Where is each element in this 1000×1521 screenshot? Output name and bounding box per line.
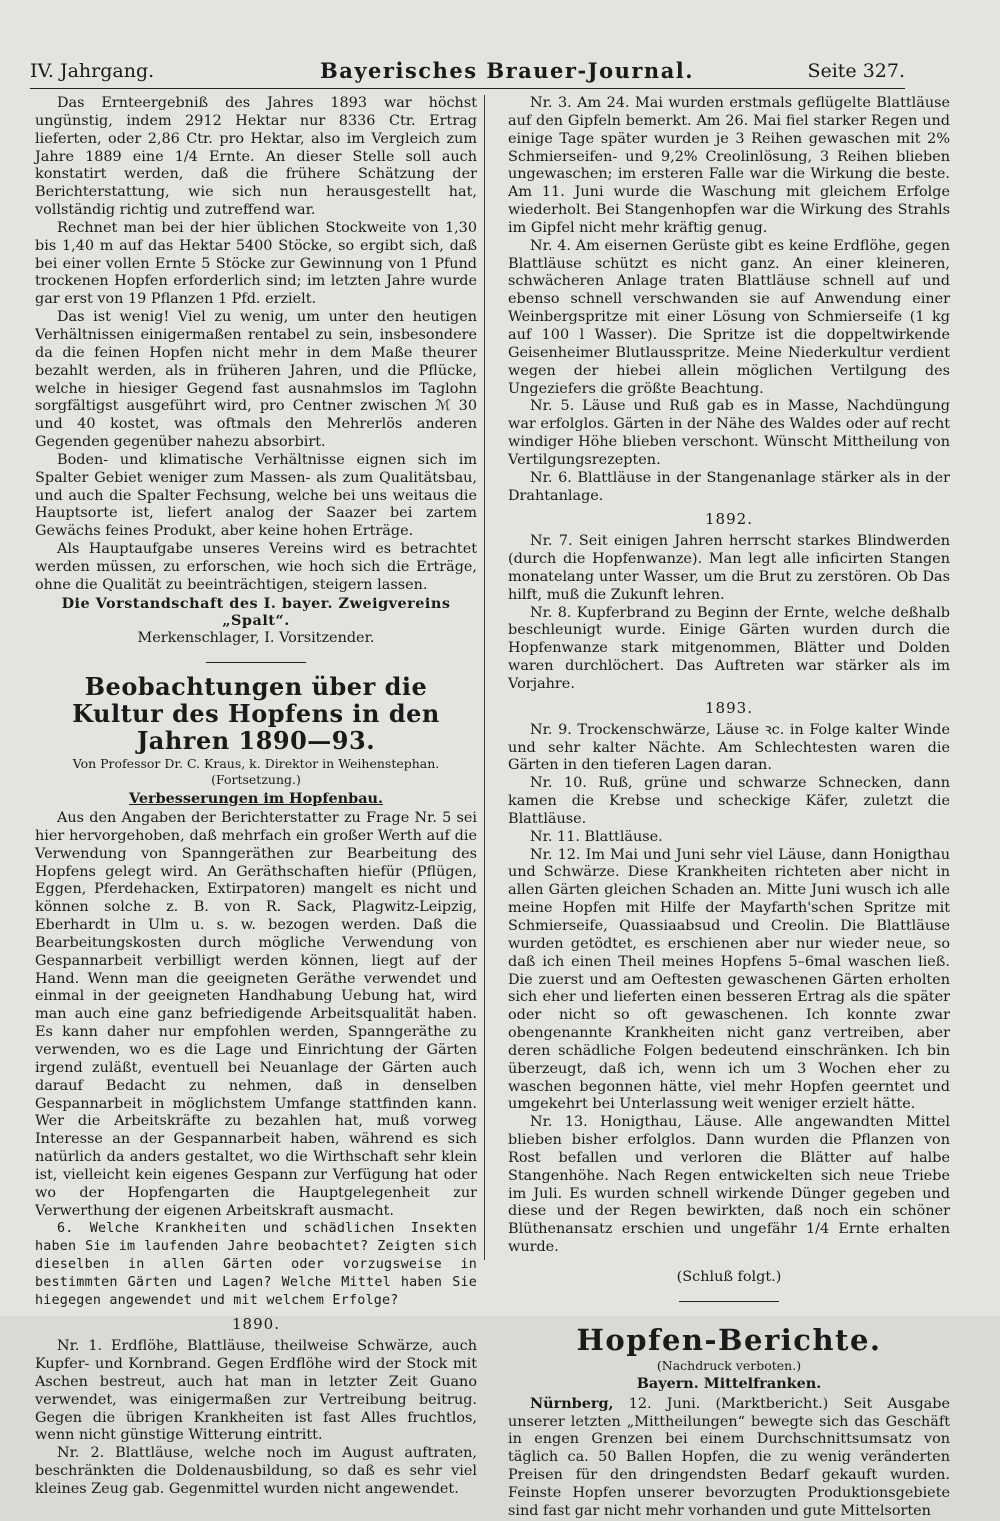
paragraph: Das Ernteergebniß des Jahres 1893 war höchst ungünstig, indem 2912 Hektar nur 8336 Ctr. Ertrag lieferten, oder 2,86 Ctr. pro Hektar, also im Vergleich zum Jahre 1889 eine 1/4 Ernte. An dieser Stelle soll auch konstatirt werden, daß die frühere Schätzung der Berichterstattung, wie sich nun herausgestellt hat, vollständig richtig und zutreffend war. xyxy=(35,95,477,219)
report-text: 12. Juni. (Marktbericht.) Seit Ausgabe unserer letzten „Mittheilungen“ bewegte sich das Geschäft in engen Grenzen bei einem Durchschnittsumsatz von täglich ca. 50 Ballen Hopfen, die zu wenig veränderten Preisen für den dringendsten Bedarf gekauft wurden. Feinste Hopfen unserer bevorzugten Produktionsgebiete sind fast gar nicht mehr vorhanden und gute Mittelsorten xyxy=(508,1395,950,1519)
paragraph: Nr. 4. Am eisernen Gerüste gibt es keine Erdflöhe, gegen Blattläuse schützt es nicht ganz. An einer kleineren, schwächeren Anlage traten Blattläuse schnell auf und ebenso schnell verschwanden sie auf Anwendung einer Weinbergspritze mit einer Lösung von Schmierseife (1 kg auf 100 l Wasser). Die Spritze ist die doppeltwirkende Geisenheimer Blutlausspritze. Meine Niederkultur verdient wegen der hiebei allein möglichen Vertilgung des Ungeziefers die größte Beachtung. xyxy=(508,237,950,397)
paragraph: Aus den Angaben der Berichterstatter zu Frage Nr. 5 sei hier hervorgehoben, daß mehrfach ein großer Werth auf die Verwendung von Spanngeräthen zur Bearbeitung des Hopfens gelegt wird. An Geräthschaften hiefür (Pflügen, Eggen, Pferdehacken, Extirpatoren) mangelt es nicht und können solche z. B. von R. Sack, Plagwitz-Leipzig, Eberhardt in Ulm u. s. w. bezogen werden. Daß die Bearbeitungskosten durch mögliche Verwendung von Gespannarbeit verbilligt werden können, liegt auf der Hand. Wenn man die geeigneten Geräthe verwendet und einmal in der geeigneten Handhabung Uebung hat, wird man auch eine ganz befriedigende Arbeitsqualität haben. Es kann daher nur empfohlen werden, Spanngeräthe zu verwenden, wo es die Lage und Einrichtung der Gärten irgend zuläßt, eventuell bei Neuanlage der Gärten auch darauf Bedacht zu nehmen, daß in denselben Gespannarbeit in möglichstem Umfange stattfinden kann. Wer die Arbeitskräfte zu bezahlen hat, muß vorweg Interesse an der Gespannarbeit haben, während es sich natürlich da anders gestaltet, wo die Wirthschaft sehr klein ist, vielleicht kein eigenes Gespann zur Verfügung hat oder wo der Hopfengarten die Hauptgelegenheit zur Verwerthung der eigenen Arbeitskraft ausmacht. xyxy=(35,810,477,1219)
survey-question: 6. Welche Krankheiten und schädlichen Insekten haben Sie im laufenden Jahre beobachtet? Zeigten sich dieselben in allen Gärten oder vorzugsweise in bestimmten Gärten und Lagen? Welche Mittel haben Sie hiegegen angewendet und mit welchem Erfolge? xyxy=(35,1221,477,1309)
section-title: Hopfen-Berichte. xyxy=(576,1322,882,1357)
continuation-note: (Fortsetzung.) xyxy=(211,772,301,788)
paragraph: Nr. 1. Erdflöhe, Blattläuse, theilweise Schwärze, auch Kupfer- und Kornbrand. Gegen Erdflöhe wird der Stock mit Aschen bestreut, auch hat man in letzter Zeit Guano verwendet, was einigermaßen zur Vertreibung beitrug. Gegen die übrigen Krankheiten ist fast Alles fruchtlos, wenn nicht günstige Witterung eintritt. xyxy=(35,1338,477,1444)
paragraph: Nr. 5. Läuse und Ruß gab es in Masse, Nachdüngung war erfolglos. Gärten in der Nähe des Waldes oder auf recht windiger Höhe blieben verschont. Wünscht Mittheilung von Vertilgungsrezepten. xyxy=(508,398,950,468)
paragraph: Nr. 7. Seit einigen Jahren herrscht starkes Blindwerden (durch die Hopfenwanze). Man legt alle inficirten Stangen monatelang unter Wasser, um die Brut zu zerstören. Ob Das hilft, muß die Zukunft lehren. xyxy=(508,533,950,603)
market-report xyxy=(508,1395,950,1521)
signature-board: Die Vorstandschaft des I. bayer. Zweigvereins „Spalt“. xyxy=(61,594,451,630)
paragraph: Nr. 2. Blattläuse, welche noch im August auftraten, beschränkten die Doldenausbildung, so daß es sehr viel kleines Zeug gab. Gegenmittel wurden nicht angewendet. xyxy=(35,1445,477,1497)
region-heading: Bayern. Mittelfranken. xyxy=(636,1374,822,1392)
to-be-concluded-note: (Schluß folgt.) xyxy=(676,1269,782,1285)
paragraph: Rechnet man bei der hier üblichen Stockweite von 1,30 bis 1,40 m auf das Hektar 5400 Stöcke, so ergibt sich, daß bei einer vollen Ernte 5 Stöcke zur Gewinnung von 1 Pfund trockenen Hopfen erforderlich sind; im letzten Jahre wurde gar erst von 19 Pflanzen 1 Pfd. erzielt. xyxy=(35,219,477,308)
article-byline: Von Professor Dr. C. Kraus, k. Direktor in Weihenstephan. xyxy=(72,756,440,772)
right-column xyxy=(508,95,950,1521)
paragraph: Nr. 8. Kupferbrand zu Beginn der Ernte, welche deßhalb beschleunigt wurde. Einige Gärten wurden durch die Hopfenwanze stark mitgenommen, Blätter und Dolden waren durchlöchert. Das Auftreten war stärker als im Vorjahre. xyxy=(508,604,950,692)
volume-label: IV. Jahrgang. xyxy=(30,60,155,82)
paragraph: Nr. 11. Blattläuse. xyxy=(530,828,663,845)
paragraph: Das ist wenig! Viel zu wenig, um unter den heutigen Verhältnissen einigermaßen rentabel zu sein, insbesondere da die feinen Hopfen nicht mehr in dem Maße theurer bezahlt werden, als in früheren Jahren, und die Pflücke, welche in hiesiger Gegend fast ausnahmslos im Taglohn sorgfältigst ausgeführt wird, pro Centner zwischen ℳ 30 und 40 kostet, was oftmals den Mehrerlös anderen Gegenden gegenüber nahezu absorbirt. xyxy=(35,309,477,451)
page-number: Seite 327. xyxy=(807,60,905,82)
paragraph: Nr. 12. Im Mai und Juni sehr viel Läuse, dann Honigthau und Schwärze. Diese Krankheiten richteten aber nicht in allen Gärten gleichen Schaden an. Mitte Juni wusch ich alle meine Hopfen mit Hilfe der Mayfarth'schen Spritze mit Schmierseife, Quassiaabsud und Creolin. Die Blattläuse wurden getödtet, es erschienen aber nur wieder neue, so daß ich einen Theil meines Hopfens 5–6mal waschen ließ. Die zuerst und am Oeftesten gewaschenen Gärten erholten sich eher und lieferten einen besseren Ertrag als die später oder nicht so oft gewaschenen. Ich konnte zwar obengenannte Krankheiten nicht ganz vertreiben, aber deren schädliche Folgen bedeutend einschränken. Ich bin überzeugt, daß ich, wenn ich um 3 Wochen eher zu waschen begonnen hätte, viel mehr Hopfen geerntet und umgekehrt bei Unterlassung weit weniger erzielt hätte. xyxy=(508,846,950,1113)
section-rule xyxy=(679,1301,779,1302)
place-name: Nürnberg, xyxy=(530,1394,614,1412)
year-heading: 1892. xyxy=(705,510,753,529)
journal-title: Bayerisches Brauer-Journal. xyxy=(320,58,695,83)
column-divider xyxy=(484,95,485,1260)
year-heading: 1890. xyxy=(232,1315,280,1334)
paragraph: Nr. 6. Blattläuse in der Stangenanlage stärker als in der Drahtanlage. xyxy=(508,469,950,504)
paragraph: Nr. 3. Am 24. Mai wurden erstmals geflügelte Blattläuse auf den Gipfeln bemerkt. Am 26. Mai fiel starker Regen und einige Tage später wurden je 3 Reihen gewaschen mit 2% Schmierseifen- und 9,2% Creolinlösung, 3 Reihen blieben ungewaschen; im ersteren Falle war die Wirkung die beste. Am 11. Juni wurde die Waschung mit gleichem Erfolge wiederholt. Bei Stangenhopfen war die Wirkung des Strahls im Gipfel nicht mehr kräftig genug. xyxy=(508,95,950,236)
section-rule xyxy=(206,662,306,663)
paragraph: Nr. 9. Trockenschwärze, Läuse ꝛc. in Folge kalter Winde und sehr kalter Nächte. Am Schlechtesten waren die Gärten in den tieferen Lagen daran. xyxy=(508,721,950,774)
paragraph: Als Hauptaufgabe unseres Vereins wird es betrachtet werden müssen, zu erforschen, wie hoch sich die Erträge, ohne die Qualität zu beeinträchtigen, steigern lassen. xyxy=(35,541,477,593)
signature-name: Merkenschlager, I. Vorsitzender. xyxy=(137,630,375,647)
paragraph: Nr. 10. Ruß, grüne und schwarze Schnecken, dann kamen die Krebse und scheckige Käfer, zuletzt die Blattläuse. xyxy=(508,775,950,827)
page-header xyxy=(30,58,905,89)
paragraph: Nr. 13. Honigthau, Läuse. Alle angewandten Mittel blieben bisher erfolglos. Dann wurden die Pflanzen von Rost befallen und verloren die Blätter auf halbe Stangenhöhe. Nach Regen entwickelten sich neue Triebe im Juli. Es wurden schnell wirkende Dünger gegeben und diese und der Regen bewirkten, daß noch ein schöner Blüthenansatz erschien und ungefähr 1/4 Ernte erhalten wurde. xyxy=(508,1114,950,1256)
article-title: Beobachtungen über die Kultur des Hopfens in den Jahren 1890—93. xyxy=(72,672,440,756)
left-column xyxy=(35,95,477,1499)
paragraph: Boden- und klimatische Verhältnisse eignen sich im Spalter Gebiet weniger zum Massen- als zum Qualitätsbau, und auch die Spalter Fechsung, welche bei uns weitaus die Hauptsorte ist, liefert analog der Saazer bei zartem Gewächs feines Produkt, aber keine hohen Erträge. xyxy=(35,451,477,540)
article-subheading: Verbesserungen im Hopfenbau. xyxy=(129,790,383,808)
reprint-notice: (Nachdruck verboten.) xyxy=(656,1357,802,1373)
year-heading: 1893. xyxy=(705,698,753,717)
